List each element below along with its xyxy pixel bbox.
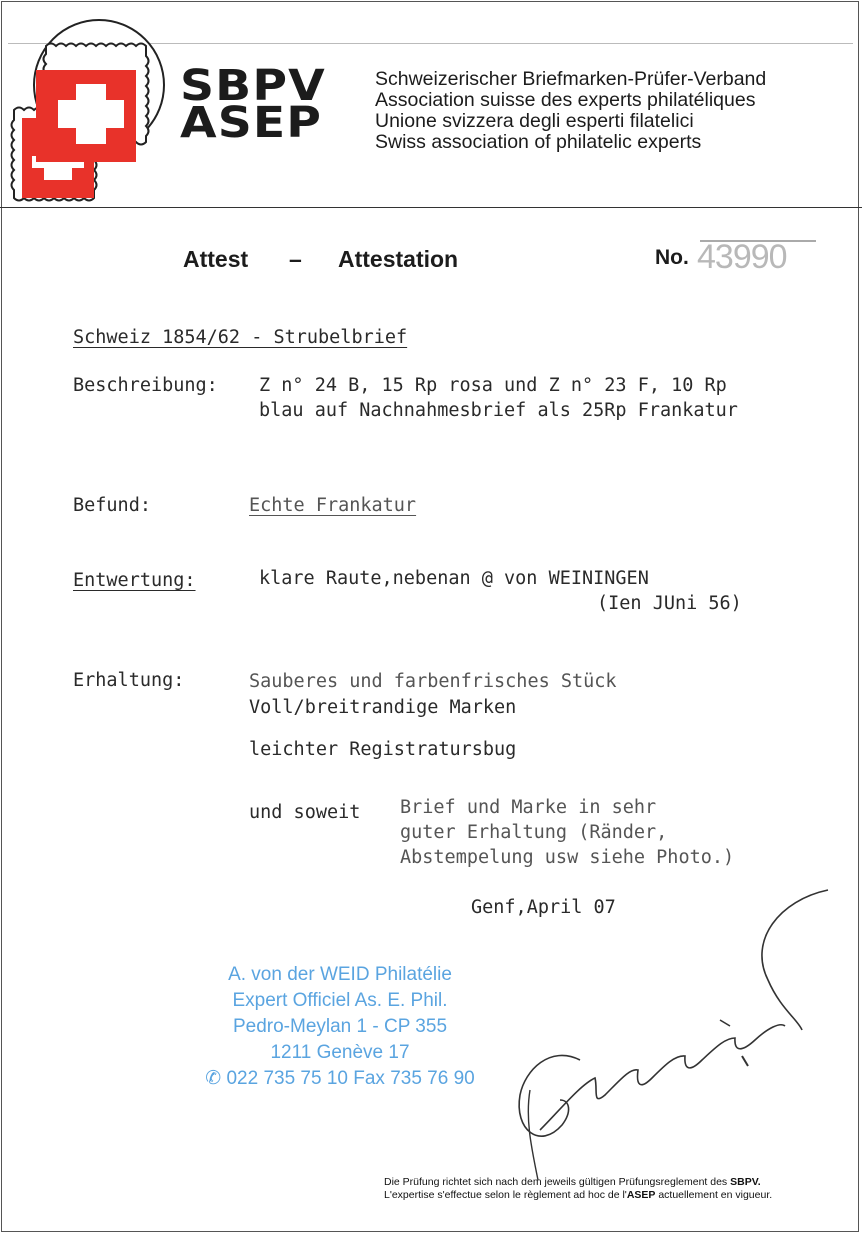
erhaltung-line-2: Voll/breitrandige Marken: [249, 697, 517, 718]
title-attestation: Attestation: [338, 246, 459, 272]
entwertung-label: Entwertung:: [73, 570, 196, 591]
brand-sbpv: SBPV: [180, 61, 326, 111]
footer-line-2: [384, 1189, 772, 1202]
erhaltung-line-1: Sauberes und farbenfrisches Stück: [249, 671, 617, 692]
befund-value: Echte Frankatur: [249, 495, 417, 516]
logo-stamp-front: [34, 20, 164, 162]
soweit-line-2: guter Erhaltung (Ränder,: [400, 822, 668, 843]
erhaltung-label: Erhaltung:: [73, 670, 185, 691]
association-en: Swiss association of philatelic experts: [375, 131, 702, 153]
stamp-line-1: A. von der WEID Philatélie: [228, 964, 452, 985]
brand-asep: ASEP: [180, 98, 323, 148]
entwertung-line-1: klare Raute,nebenan @ von WEININGEN: [259, 568, 649, 589]
title-attest: Attest: [183, 246, 249, 272]
soweit-line-3: Abstempelung usw siehe Photo.): [400, 847, 735, 868]
stamp-line-2: Expert Officiel As. E. Phil.: [232, 990, 448, 1011]
brand-name: [180, 61, 326, 148]
subject-heading: Schweiz 1854/62 - Strubelbrief: [73, 327, 408, 348]
soweit-label: und soweit: [249, 802, 361, 823]
footer-line-1-text: Die Prüfung richtet sich nach dem jeweils gültigen Prüfungsreglement des: [384, 1176, 731, 1188]
stamp-line-4: 1211 Genève 17: [270, 1042, 410, 1063]
entwertung-line-2: (Ien JUni 56): [597, 593, 742, 614]
place-date: Genf,April 07: [471, 897, 616, 918]
footer-line-2-tail: actuellement en vigueur.: [655, 1189, 773, 1201]
attest-number-label: No.: [655, 246, 689, 269]
association-names: [375, 69, 766, 153]
attest-number-value: 43990: [697, 238, 787, 276]
expert-stamp: [185, 962, 495, 1092]
beschreibung-line-2: blau auf Nachnahmesbrief als 25Rp Frankatur: [259, 400, 738, 421]
beschreibung-line-1: Z n° 24 B, 15 Rp rosa und Z n° 23 F, 10 Rp: [259, 375, 727, 396]
title-dash: –: [289, 246, 302, 272]
footer-note: [384, 1176, 772, 1202]
beschreibung-label: Beschreibung:: [73, 375, 218, 396]
befund-label: Befund:: [73, 495, 151, 516]
erhaltung-line-3: leichter Registratursbug: [249, 739, 517, 760]
sbpv-logo: [6, 18, 176, 203]
stamp-line-5: ✆ 022 735 75 10 Fax 735 76 90: [205, 1068, 475, 1089]
footer-line-2-text: L'expertise s'effectue selon le règlement ad hoc de l': [384, 1189, 627, 1201]
stamp-line-3: Pedro-Meylan 1 - CP 355: [232, 1016, 448, 1037]
association-it: Unione svizzera degli esperti filatelici: [375, 110, 694, 132]
footer-line-2-bold: ASEP: [626, 1189, 656, 1201]
association-de: Schweizerischer Briefmarken-Prüfer-Verband: [375, 68, 767, 90]
header-divider: [0, 207, 862, 208]
footer-line-1-bold: SBPV.: [730, 1176, 761, 1188]
handwritten-signature: [480, 880, 840, 1180]
soweit-line-1: Brief und Marke in sehr: [400, 797, 657, 818]
association-fr: Association suisse des experts philatéliques: [375, 89, 756, 111]
footer-line-1: [384, 1176, 772, 1189]
